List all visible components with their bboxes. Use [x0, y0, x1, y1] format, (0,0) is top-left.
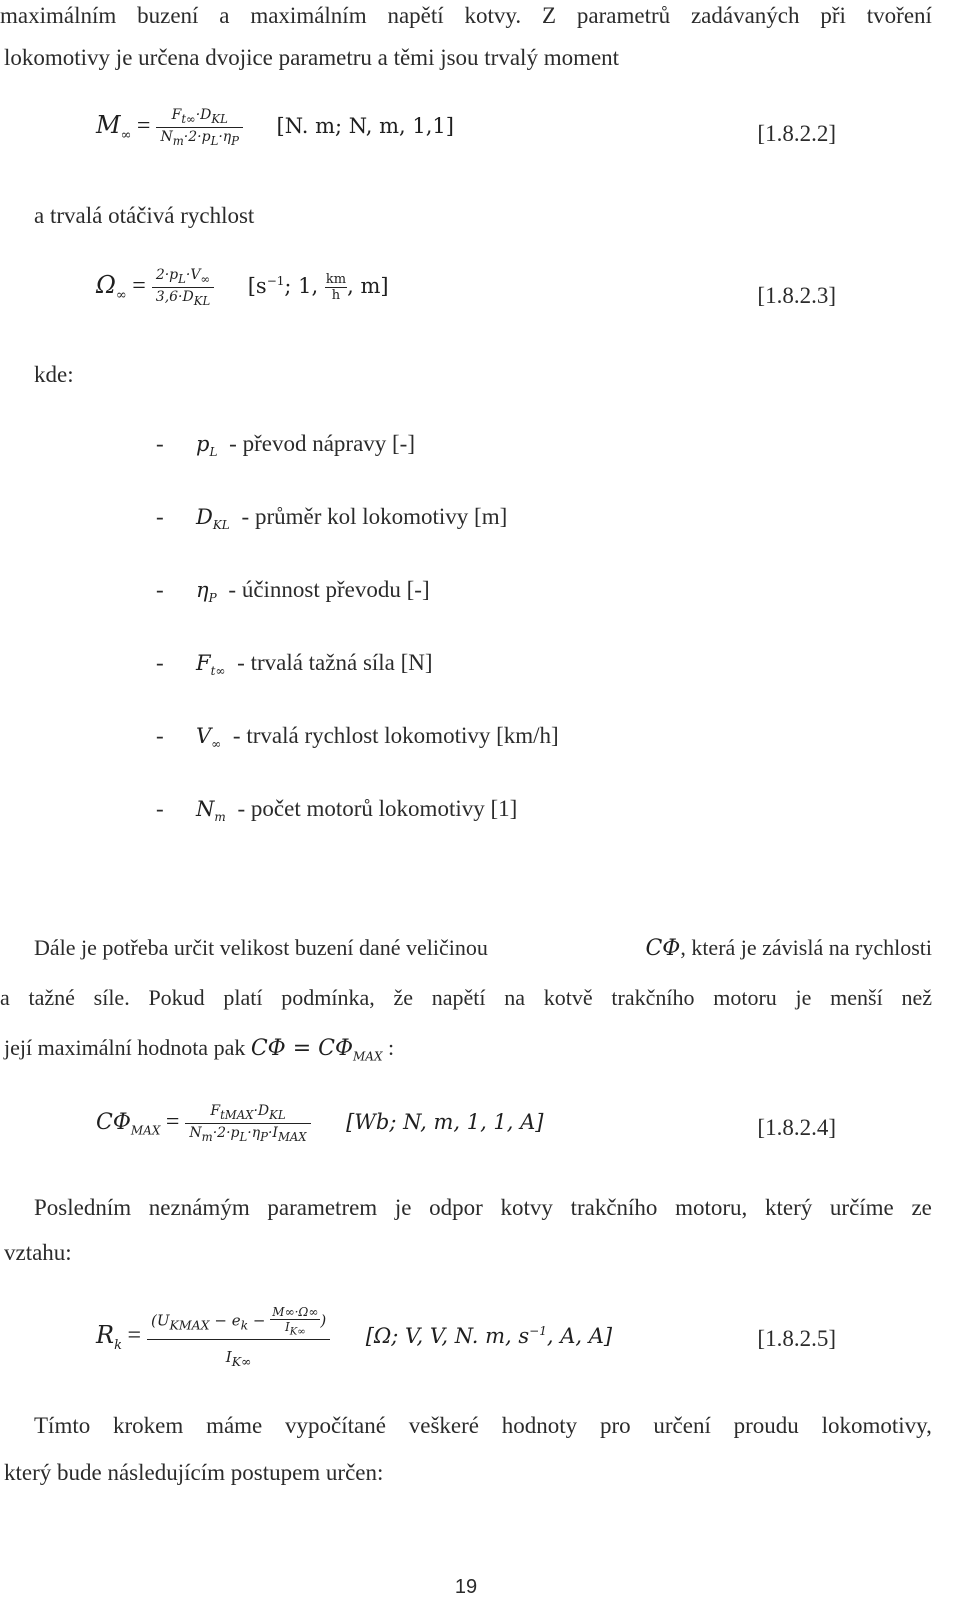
word: menší: [830, 985, 883, 1010]
label-where: kde:: [34, 362, 74, 387]
definition-item: [156, 724, 559, 750]
definition-item: [156, 578, 430, 604]
word: kotvy.: [464, 3, 522, 28]
definition-text: - trvalá rychlost lokomotivy [km/h]: [227, 723, 559, 748]
equation-speed: $\Omega_\infty$ = $\frac{2\cdot p_L\cdot V_\infty}{3,6\cdot D_{KL}}$ [$s^{-1}$; 1, $\frac{km}{h}$ , m]: [96, 267, 389, 309]
word: trakčního: [570, 1195, 658, 1220]
word: Z: [541, 3, 557, 28]
definition-item: [156, 432, 415, 458]
list-dash: -: [156, 650, 164, 675]
definition-text: - počet motorů lokomotivy [1]: [231, 796, 518, 821]
units: [Wb; N, m, 1, 1, A]: [346, 1110, 544, 1135]
symbol: $N_m$: [196, 797, 226, 825]
label-rotational-speed: a trvalá otáčivá rychlost: [34, 203, 255, 228]
word: parametrem: [267, 1195, 378, 1220]
word: maximálním: [0, 3, 117, 28]
definition-text: - převod nápravy [-]: [223, 431, 416, 456]
word: který: [764, 1195, 813, 1220]
list-dash: -: [156, 723, 164, 748]
word: a: [0, 985, 10, 1010]
word: určení: [653, 1413, 711, 1438]
equation-moment: $M_\infty$ = $\frac{F_{t\infty}\cdot D_{KL}}{N_m\cdot 2\cdot p_L\cdot\eta_P}$ [N. m; N, m, 1,1]: [96, 107, 454, 149]
equation-number: [1.8.2.2]: [757, 121, 836, 146]
paragraph-2-line-1: Dále je potřeba určit velikost buzení dané veličinou CΦ, která je závislá na rychlosti: [34, 935, 932, 961]
word: ze: [911, 1195, 932, 1220]
symbol: $p_L$: [196, 432, 218, 460]
list-dash: -: [156, 431, 164, 456]
fraction: $\frac{F_{tMAX}\cdot D_{KL}}{N_m\cdot 2\cdot p_L\cdot\eta_P\cdot I_{MAX}}$: [185, 1104, 310, 1144]
word: buzení: [137, 3, 199, 28]
word: proudu: [733, 1413, 799, 1438]
word: máme: [206, 1413, 263, 1438]
paragraph-3-line-1: [34, 1196, 932, 1219]
definition-text: - účinnost převodu [-]: [222, 577, 430, 602]
units: [Ω; V, V, N. m, $s^{-1}$, A, A]: [365, 1323, 613, 1348]
word: maximálním: [250, 3, 367, 28]
equation-number: [1.8.2.5]: [757, 1326, 836, 1351]
word: Posledním: [34, 1195, 132, 1220]
units: [$s^{-1}$; 1, $\frac{km}{h}$ , m]: [247, 272, 389, 304]
definition-item: [156, 651, 433, 677]
word: při: [820, 3, 846, 28]
word: na: [504, 985, 526, 1010]
word: veškeré: [408, 1413, 479, 1438]
symbol: $V_\infty$: [196, 724, 222, 752]
symbol: $\eta_P$: [196, 578, 217, 606]
word: trakčního: [611, 985, 695, 1010]
page-number: 19: [454, 1576, 478, 1598]
definition-text: - trvalá tažná síla [N]: [231, 650, 433, 675]
equation-excitation: $C\Phi_{MAX}$ = $\frac{F_{tMAX}\cdot D_{KL}}{N_m\cdot 2\cdot p_L\cdot\eta_P\cdot I_{MAX}}$ [Wb; N, m, 1, 1, A]: [96, 1103, 544, 1145]
paragraph-2-line-2: [0, 987, 932, 1009]
word: pro: [599, 1413, 631, 1438]
word: parametrů: [576, 3, 671, 28]
paragraph-2-line-3: její maximální hodnota pak $C\Phi = C\Phi_{MAX}$ :: [4, 1035, 395, 1064]
word: kotvě: [543, 985, 593, 1010]
paragraph-3-line-2: vztahu:: [4, 1240, 72, 1265]
word: Tímto: [34, 1413, 91, 1438]
word: než: [901, 985, 932, 1010]
symbol: $D_{KL}$: [196, 505, 230, 533]
word: platí: [223, 985, 263, 1010]
word: krokem: [113, 1413, 184, 1438]
paragraph-1-line-2: lokomotivy je určena dvojice parametru a těmi jsou trvalý moment: [4, 45, 620, 70]
list-dash: -: [156, 796, 164, 821]
word: motoru: [713, 985, 777, 1010]
word: tvoření: [866, 3, 932, 28]
word: neznámým: [148, 1195, 250, 1220]
units: [N. m; N, m, 1,1]: [276, 114, 454, 139]
definition-item: [156, 505, 507, 531]
symbol: $F_{t\infty}$: [196, 651, 226, 679]
word: zadávaných: [690, 3, 800, 28]
definition-text: - průměr kol lokomotivy [m]: [235, 504, 508, 529]
word: odpor: [429, 1195, 483, 1220]
word: a: [219, 3, 230, 28]
word: napětí: [387, 3, 444, 28]
fraction: $\frac{F_{t\infty}\cdot D_{KL}}{N_m\cdot 2\cdot p_L\cdot\eta_P}$: [156, 108, 243, 148]
fraction: ($U_{KMAX} - e_k$ − $\frac{M\infty\cdot\Omega\infty}{I_{K\infty}}$ ) $I_{K\infty}$: [147, 1306, 330, 1369]
paragraph-4-line-2: který bude následujícím postupem určen:: [4, 1460, 384, 1485]
word: vypočítané: [285, 1413, 386, 1438]
word: tažné: [28, 985, 75, 1010]
list-dash: -: [156, 577, 164, 602]
word: kotvy: [500, 1195, 553, 1220]
paragraph-4-line-1: [34, 1414, 932, 1437]
word: hodnoty: [501, 1413, 578, 1438]
word: motoru,: [675, 1195, 748, 1220]
word: je: [795, 985, 812, 1010]
word: Pokud: [148, 985, 205, 1010]
equation-armature-resistance: $R_k$ = ($U_{KMAX} - e_k$ − $\frac{M\infty\cdot\Omega\infty}{I_{K\infty}}$ ) $I_{K\infty}$ [Ω; V, V, N. m, $s^{-1}$, A, A]: [96, 1305, 613, 1370]
word: je: [394, 1195, 412, 1220]
equation-number: [1.8.2.3]: [757, 283, 836, 308]
word: že: [393, 985, 414, 1010]
word: určíme: [829, 1195, 894, 1220]
fraction: $\frac{2\cdot p_L\cdot V_\infty}{3,6\cdot D_{KL}}$: [152, 268, 214, 308]
word: podmínka,: [281, 985, 375, 1010]
list-dash: -: [156, 504, 164, 529]
paragraph-1-line-1: [0, 4, 932, 27]
definition-item: [156, 797, 517, 823]
word: lokomotivy,: [821, 1413, 932, 1438]
equation-number: [1.8.2.4]: [757, 1115, 836, 1140]
word: síle.: [93, 985, 130, 1010]
word: napětí: [431, 985, 486, 1010]
